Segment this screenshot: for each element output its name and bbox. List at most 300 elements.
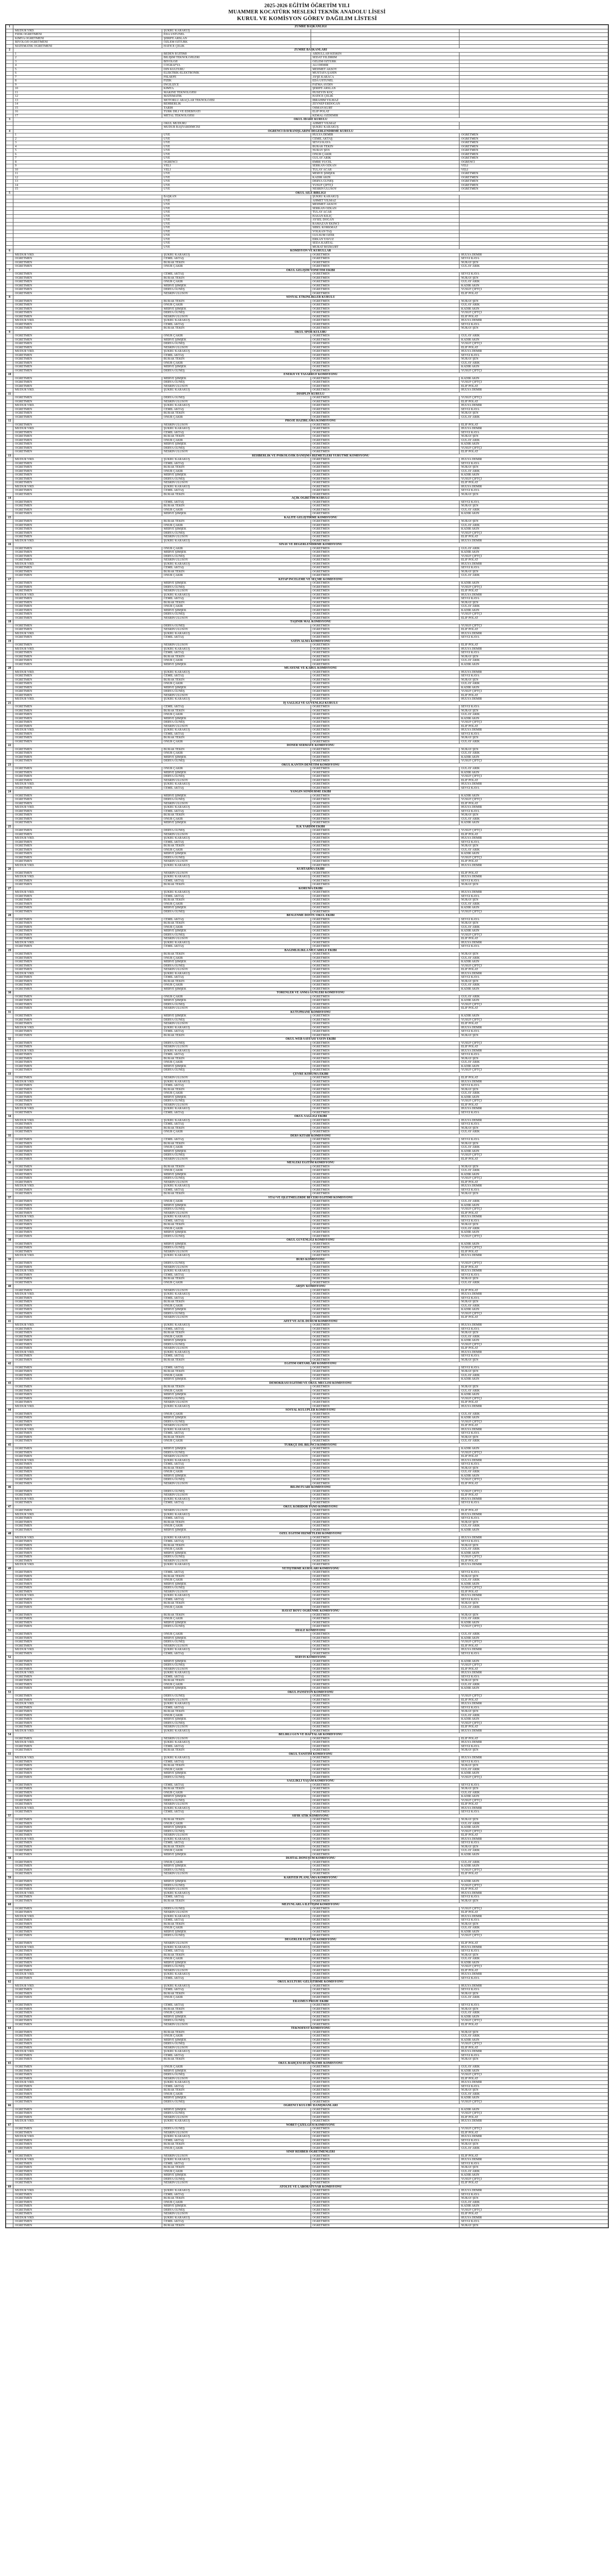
section-number: 20 — [6, 667, 13, 671]
table-cell: ÖĞRETMEN — [13, 643, 162, 648]
table-cell: 15 — [13, 106, 162, 110]
table-cell: ÖĞRETMEN — [311, 1741, 459, 1745]
section-number: 54 — [6, 1733, 13, 1737]
row-number — [6, 489, 13, 493]
table-cell: BURAK TEKİN — [162, 1613, 311, 1617]
table-cell: MERVE ŞİMŞEK — [162, 929, 311, 934]
table-cell: DERYA GÜNEŞ — [162, 585, 311, 589]
row-number — [6, 1536, 13, 1540]
row-number — [6, 1829, 13, 1834]
table-cell: DERYA GÜNEŞ — [162, 1884, 311, 1888]
row-number — [6, 1064, 13, 1069]
table-cell: YUSUF ÇİFTÇİ — [459, 585, 608, 589]
row-number — [6, 400, 13, 404]
table-cell: GÜLSÜM ÖZER — [311, 234, 459, 238]
row-number — [6, 1517, 13, 1521]
table-cell: CEMİL AKTAŞ — [162, 1652, 311, 1656]
table-row — [6, 852, 608, 856]
row-number — [6, 2158, 13, 2162]
table-cell: ŞÜKRÜ KARAKUŞ — [311, 126, 459, 130]
table-cell: ÖĞRETMEN — [311, 1404, 459, 1409]
table-cell: ÖĞRETMEN — [311, 427, 459, 431]
table-cell: DERYA GÜNEŞ — [162, 1069, 311, 1073]
table-row — [6, 87, 608, 91]
table-row — [6, 1764, 608, 1768]
table-cell: ÖĞRETMEN — [311, 1289, 459, 1293]
row-number — [6, 601, 13, 605]
table-cell: ÖĞRETMEN — [311, 1791, 459, 1795]
table-cell: GÜLAY ARIK — [459, 1822, 608, 1826]
row-number — [6, 311, 13, 315]
row-number — [6, 44, 13, 48]
table-cell: ÜYE — [162, 141, 311, 145]
table-cell: ÖĞRETMEN — [13, 987, 162, 991]
section-header — [6, 1443, 608, 1447]
table-cell: KADİR AKIN — [459, 663, 608, 667]
table-cell: YUSUF ÇİFTÇİ — [459, 1343, 608, 1347]
table-row — [6, 1103, 608, 1107]
row-number — [6, 2166, 13, 2170]
assignment-table-container — [5, 24, 609, 2228]
table-cell: ÖĞRETMEN — [311, 686, 459, 690]
table-cell: MERVE ŞİMŞEK — [162, 1961, 311, 1965]
section-number: 18 — [6, 620, 13, 624]
row-number — [6, 2200, 13, 2205]
table-cell: ÖĞRETMEN — [311, 311, 459, 315]
table-cell: ŞÜKRÜ KARAKUŞ — [162, 1914, 311, 1919]
table-cell: ÖĞRETMEN — [311, 1799, 459, 1803]
table-cell: ÜYE — [162, 218, 311, 223]
table-cell: KADİR AKIN — [459, 1204, 608, 1208]
table-cell: KADİR AKIN — [459, 1378, 608, 1382]
table-cell: ÖĞRETMEN — [311, 1219, 459, 1223]
table-cell: ÖĞRETMEN — [13, 1625, 162, 1629]
row-number — [6, 435, 13, 439]
table-cell: ÜYE — [162, 214, 311, 218]
table-row — [6, 1262, 608, 1266]
row-number — [6, 863, 13, 868]
table-row — [6, 724, 608, 728]
row-number — [6, 1459, 13, 1463]
table-cell: ÖĞRETMEN — [311, 1435, 459, 1439]
table-cell: ÖĞRETMEN — [311, 327, 459, 331]
table-cell: FİZİK ÖĞRETMENİ — [13, 33, 162, 37]
section-number: 17 — [6, 578, 13, 582]
table-row — [6, 172, 608, 176]
table-cell: DERYA GÜNEŞ — [162, 1934, 311, 1938]
row-number — [6, 1424, 13, 1428]
table-cell: NESRİN ULUSOY — [162, 558, 311, 563]
table-cell: BURAK TEKİN — [162, 261, 311, 265]
row-number — [6, 1760, 13, 1764]
table-cell: KADİR AKIN — [459, 307, 608, 311]
table-row — [6, 1914, 608, 1919]
table-cell: İBRAHİM YILMAZ — [311, 98, 459, 103]
table-cell: ÖĞRETMEN — [13, 1659, 162, 1664]
table-row — [6, 1613, 608, 1617]
table-cell: ÖĞRETMEN — [13, 953, 162, 957]
table-cell: ÖĞRETMEN — [311, 1277, 459, 1281]
table-cell: ÖĞRETMEN — [311, 589, 459, 594]
table-cell: DERYA GÜNEŞ — [162, 1420, 311, 1424]
table-row — [6, 1945, 608, 1950]
row-number — [6, 984, 13, 988]
table-cell: ÖĞRETMEN — [311, 1772, 459, 1776]
section-header — [6, 667, 608, 671]
row-number — [6, 1772, 13, 1776]
table-cell: ÖĞRETMEN — [311, 1520, 459, 1524]
table-cell — [459, 230, 608, 234]
row-number — [6, 257, 13, 261]
row-number — [6, 1289, 13, 1293]
table-cell: NESRİN ULUSOY — [162, 1347, 311, 1351]
table-row — [6, 1621, 608, 1625]
section-title: BAĞIMLILIKLA MÜCADELE EKİBİ — [13, 948, 608, 953]
table-row — [6, 1555, 608, 1560]
table-cell: CEMİL AKTAŞ — [162, 431, 311, 435]
table-cell: ÖĞRETMEN — [13, 778, 162, 783]
row-number — [6, 1435, 13, 1439]
table-cell: ÖĞRETMEN — [13, 273, 162, 277]
section-header — [6, 1690, 608, 1694]
table-cell: NURAY ŞEN — [459, 2058, 608, 2062]
table-cell: MATEMATİK — [162, 95, 311, 99]
table-cell: ÜYE — [162, 199, 311, 203]
table-cell: DERYA GÜNEŞ — [162, 1154, 311, 1158]
table-cell: ÖĞRETMEN — [311, 2030, 459, 2035]
table-cell: ÖĞRETMEN — [13, 1099, 162, 1104]
table-row — [6, 1602, 608, 1606]
table-row — [6, 1996, 608, 2000]
table-cell: NURAY ŞEN — [459, 814, 608, 818]
table-row — [6, 1374, 608, 1378]
table-cell: ÖĞRETMEN — [13, 2035, 162, 2039]
table-row — [6, 1234, 608, 1239]
table-row — [6, 1033, 608, 1038]
table-cell: DERYA GÜNEŞ — [162, 1018, 311, 1022]
row-number — [6, 1590, 13, 1594]
table-cell: ŞÜKRÜ KARAKUŞ — [162, 783, 311, 787]
table-cell: HÜLYA DEMİR — [459, 1914, 608, 1919]
table-cell: BURAK TEKİN — [162, 1520, 311, 1524]
table-cell: NURAY ŞEN — [459, 435, 608, 439]
table-cell: ÖĞRETMEN — [13, 1370, 162, 1374]
table-row — [6, 1350, 608, 1354]
section-header — [6, 1609, 608, 1614]
table-row — [6, 1138, 608, 1142]
table-cell: MÜDÜR YRD. — [13, 1324, 162, 1328]
table-row — [6, 1950, 608, 1954]
table-cell: ÖĞRETMEN — [13, 570, 162, 574]
table-row — [6, 188, 608, 192]
row-number — [6, 1146, 13, 1150]
table-row — [6, 821, 608, 825]
table-row — [6, 311, 608, 315]
table-cell: ÖĞRETMEN — [13, 1950, 162, 1954]
section-header — [6, 1319, 608, 1324]
table-cell: CEMİL AKTAŞ — [162, 674, 311, 679]
table-row — [6, 752, 608, 756]
table-row — [6, 1439, 608, 1444]
table-cell: HÜLYA DEMİR — [459, 670, 608, 674]
table-cell: ELİF POLAT — [459, 2154, 608, 2158]
row-number — [6, 987, 13, 991]
row-number — [6, 535, 13, 539]
table-row — [6, 1803, 608, 1807]
table-cell: NURAY ŞEN — [459, 1818, 608, 1822]
table-cell: ELİF POLAT — [459, 1872, 608, 1876]
table-cell: ÖĞRETMEN — [311, 1428, 459, 1432]
table-cell: ÖĞRETMEN — [311, 1316, 459, 1320]
row-number — [6, 663, 13, 667]
table-cell: DERYA GÜNEŞ — [162, 2042, 311, 2046]
table-cell: ÖĞRETMEN — [13, 1296, 162, 1300]
table-cell: ÖĞRETMEN — [311, 817, 459, 821]
document-title: KURUL VE KOMİSYON GÖREV DAĞILIM LİSTESİ — [237, 15, 377, 22]
table-cell: ÖĞRETMEN — [311, 1130, 459, 1134]
table-cell: ŞÜKRÜ KARAKUŞ — [162, 1293, 311, 1297]
table-cell: ÖĞRETMEN — [311, 2065, 459, 2070]
section-number: 69 — [6, 2185, 13, 2189]
table-cell: ŞÜKRÜ KARAKUŞ — [162, 875, 311, 879]
row-number — [6, 1617, 13, 1621]
table-cell: YUSUF ÇİFTÇİ — [459, 2112, 608, 2116]
table-cell: BURAK TEKİN — [162, 435, 311, 439]
table-cell: ÖĞRETMEN — [13, 2092, 162, 2096]
table-row — [6, 1520, 608, 1524]
table-cell: ÖĞRETMEN — [311, 1204, 459, 1208]
table-cell: BURAK TEKİN — [162, 979, 311, 984]
row-number — [6, 875, 13, 879]
table-cell: NESRİN ULUSOY — [162, 423, 311, 427]
table-cell: KADİR AKIN — [459, 1930, 608, 1934]
table-cell: KADİR AKIN — [459, 821, 608, 825]
table-row — [6, 365, 608, 369]
section-number: 33 — [6, 1072, 13, 1076]
table-row — [6, 593, 608, 597]
table-cell: DERYA GÜNEŞ — [162, 690, 311, 694]
table-cell: YUSUF ÇİFTÇİ — [459, 311, 608, 315]
row-number — [6, 1787, 13, 1791]
table-cell: SEVGİ KAYA — [459, 786, 608, 790]
table-cell: HÜLYA DEMİR — [459, 1428, 608, 1432]
table-cell: ÖĞRETMEN — [311, 2189, 459, 2193]
table-cell: ÖĞRETMEN — [311, 1664, 459, 1668]
table-cell: ÖĞRETMEN — [311, 1385, 459, 1389]
table-cell: NURAY ŞEN — [459, 2143, 608, 2147]
table-cell: DERYA GÜNEŞ — [162, 1397, 311, 1401]
table-row — [6, 1412, 608, 1416]
table-cell: YUSUF ÇİFTÇİ — [459, 554, 608, 558]
table-cell: ÖĞRETMEN — [311, 299, 459, 303]
table-row — [6, 528, 608, 532]
table-cell: HÜLYA DEMİR — [459, 1269, 608, 1274]
table-cell — [13, 214, 162, 218]
table-cell: ÖĞRETMEN — [13, 2011, 162, 2015]
table-cell: CEMİL AKTAŞ — [162, 1744, 311, 1749]
table-cell: ÖĞRETMEN — [13, 1045, 162, 1049]
table-cell: ONUR ÇAKIR — [162, 1548, 311, 1552]
table-row — [6, 1227, 608, 1231]
table-cell: ELİF POLAT — [459, 1559, 608, 1563]
table-row — [6, 1018, 608, 1022]
section-header — [6, 1409, 608, 1413]
table-cell: HÜLYA DEMİR — [459, 1806, 608, 1810]
table-cell: ÖĞRETMEN — [13, 1327, 162, 1331]
table-cell: YUSUF ÇİFTÇİ — [459, 1069, 608, 1073]
table-cell: YUSUF ÇİFTÇİ — [459, 1721, 608, 1725]
section-header — [6, 639, 608, 643]
table-cell: ÖĞRETMEN — [311, 315, 459, 319]
table-cell: ÖĞRETMEN — [311, 265, 459, 269]
row-number — [6, 775, 13, 779]
table-row — [6, 879, 608, 883]
table-cell: BURAK TEKİN — [162, 1223, 311, 1227]
table-row — [6, 1370, 608, 1374]
table-cell: YUSUF ÇİFTÇİ — [459, 933, 608, 937]
table-row — [6, 353, 608, 358]
table-row — [6, 554, 608, 558]
table-cell: ÖĞRETMEN — [311, 469, 459, 473]
table-cell: 3 — [13, 60, 162, 64]
table-cell: NESRİN ULUSOY — [162, 1157, 311, 1161]
table-cell: HÜLYA DEMİR — [459, 1756, 608, 1760]
table-cell: ÜYE — [162, 172, 311, 176]
section-number: 55 — [6, 1752, 13, 1756]
table-cell: ÖĞRETMEN — [13, 2154, 162, 2158]
row-number — [6, 1173, 13, 1177]
row-number — [6, 2035, 13, 2039]
row-number — [6, 2181, 13, 2185]
table-cell: NURAY ŞEN — [459, 1142, 608, 1146]
table-row — [6, 875, 608, 879]
table-cell: ÜYE — [162, 145, 311, 149]
table-cell: ÖĞRETMEN — [311, 2050, 459, 2054]
table-cell: ÖĞRETMEN — [13, 1157, 162, 1161]
row-number — [6, 752, 13, 756]
table-cell: GÜLAY ARIK — [459, 1849, 608, 1853]
row-number — [6, 1744, 13, 1749]
table-row — [6, 473, 608, 478]
table-cell: NURAY ŞEN — [459, 299, 608, 303]
table-cell: HÜLYA DEMİR — [459, 1324, 608, 1328]
table-cell: NURAY ŞEN — [459, 493, 608, 497]
row-number — [6, 585, 13, 589]
table-cell: HÜLYA DEMİR — [459, 1891, 608, 1895]
table-row — [6, 2193, 608, 2197]
row-number — [6, 1667, 13, 1671]
table-cell: KADİR AKIN — [459, 1149, 608, 1154]
table-cell: ÖĞRETMEN — [13, 1509, 162, 1513]
row-number — [6, 979, 13, 984]
table-cell: YUSUF ÇİFTÇİ — [459, 531, 608, 535]
table-cell: ÖĞRETMEN — [13, 759, 162, 764]
table-cell: DERYA GÜNEŞ — [311, 180, 459, 184]
table-cell: ÖĞRETMEN — [311, 1459, 459, 1463]
table-cell: CEMİL AKTAŞ — [162, 1123, 311, 1127]
table-row — [6, 1494, 608, 1498]
table-cell: HÜLYA DEMİR — [459, 1404, 608, 1409]
table-row — [6, 794, 608, 798]
row-number — [6, 103, 13, 107]
table-cell: VELİ — [162, 164, 311, 168]
table-cell: ÖĞRETMEN — [311, 786, 459, 790]
section-number: 58 — [6, 1857, 13, 1861]
table-cell: ÖĞRETMEN — [311, 2143, 459, 2147]
table-cell: ÖĞRETMEN — [311, 1872, 459, 1876]
table-row — [6, 288, 608, 292]
table-cell: ÖĞRETMEN — [13, 883, 162, 887]
table-row — [6, 740, 608, 744]
row-number — [6, 2015, 13, 2019]
table-cell — [459, 238, 608, 242]
table-cell: ÖĞRETMEN — [311, 1308, 459, 1312]
section-title: ARŞİV KOMİSYONU — [13, 1285, 608, 1289]
row-number — [6, 1945, 13, 1950]
table-cell: ŞÜKRÜ KARAKUŞ — [162, 837, 311, 841]
table-cell: HÜLYA DEMİR — [459, 875, 608, 879]
table-row — [6, 1598, 608, 1602]
table-cell: 14 — [13, 103, 162, 107]
row-number — [6, 2135, 13, 2139]
table-cell: GÜLAY ARIK — [459, 1439, 608, 1444]
row-number — [6, 83, 13, 87]
table-cell — [459, 226, 608, 230]
table-row — [6, 686, 608, 690]
section-title: SOSYAL ETKİNLİKLER KURULU — [13, 296, 608, 300]
table-cell: ÖĞRETMEN — [311, 593, 459, 597]
table-cell: ÖĞRETMEN — [13, 2193, 162, 2197]
table-cell: ÖĞRETMEN — [13, 1930, 162, 1934]
table-cell: ÖĞRETMEN — [13, 848, 162, 852]
table-row — [6, 1169, 608, 1173]
table-cell: ÖĞRETMEN — [311, 2069, 459, 2073]
table-cell: MERVE ŞİMŞEK — [162, 1865, 311, 1869]
row-number — [6, 1300, 13, 1304]
table-cell — [13, 226, 162, 230]
table-cell: ÖĞRETMEN — [311, 1374, 459, 1378]
table-cell: CEMİL AKTAŞ — [162, 1540, 311, 1544]
row-number — [6, 2019, 13, 2023]
table-cell: 6 — [13, 152, 162, 157]
section-header — [6, 1733, 608, 1737]
row-number — [6, 1605, 13, 1609]
table-cell: DERYA GÜNEŞ — [162, 624, 311, 628]
table-cell: ÜYE — [162, 157, 311, 161]
section-title: MEZUNLARLA İLETİŞİM KOMİSYONU — [13, 1903, 608, 1907]
row-number — [6, 273, 13, 277]
table-cell: MÜDÜR YRD. — [13, 1254, 162, 1258]
section-title: DİSİPLİN KURULU — [13, 392, 608, 396]
table-row — [6, 408, 608, 412]
row-number — [6, 1914, 13, 1919]
table-cell: ÖĞRETMEN — [311, 728, 459, 733]
table-cell: MERVE ŞİMŞEK — [162, 1378, 311, 1382]
table-cell: GÜLAY ARIK — [459, 574, 608, 578]
table-cell: CEMİL AKTAŞ — [162, 1463, 311, 1467]
table-cell: KADİR AKIN — [459, 2015, 608, 2019]
table-cell: YUSUF ÇİFTÇİ — [459, 1965, 608, 1969]
table-cell: ŞÜKRÜ KARAKUŞ — [162, 1973, 311, 1977]
table-row — [6, 814, 608, 818]
row-number — [6, 1416, 13, 1420]
table-cell: MERVE ŞİMŞEK — [162, 1242, 311, 1246]
table-row — [6, 137, 608, 141]
table-cell: ÖĞRETMEN — [13, 1123, 162, 1127]
table-cell: ÖĞRETMEN — [311, 651, 459, 655]
table-cell: ONUR ÇAKIR — [162, 1605, 311, 1609]
table-row — [6, 2112, 608, 2116]
